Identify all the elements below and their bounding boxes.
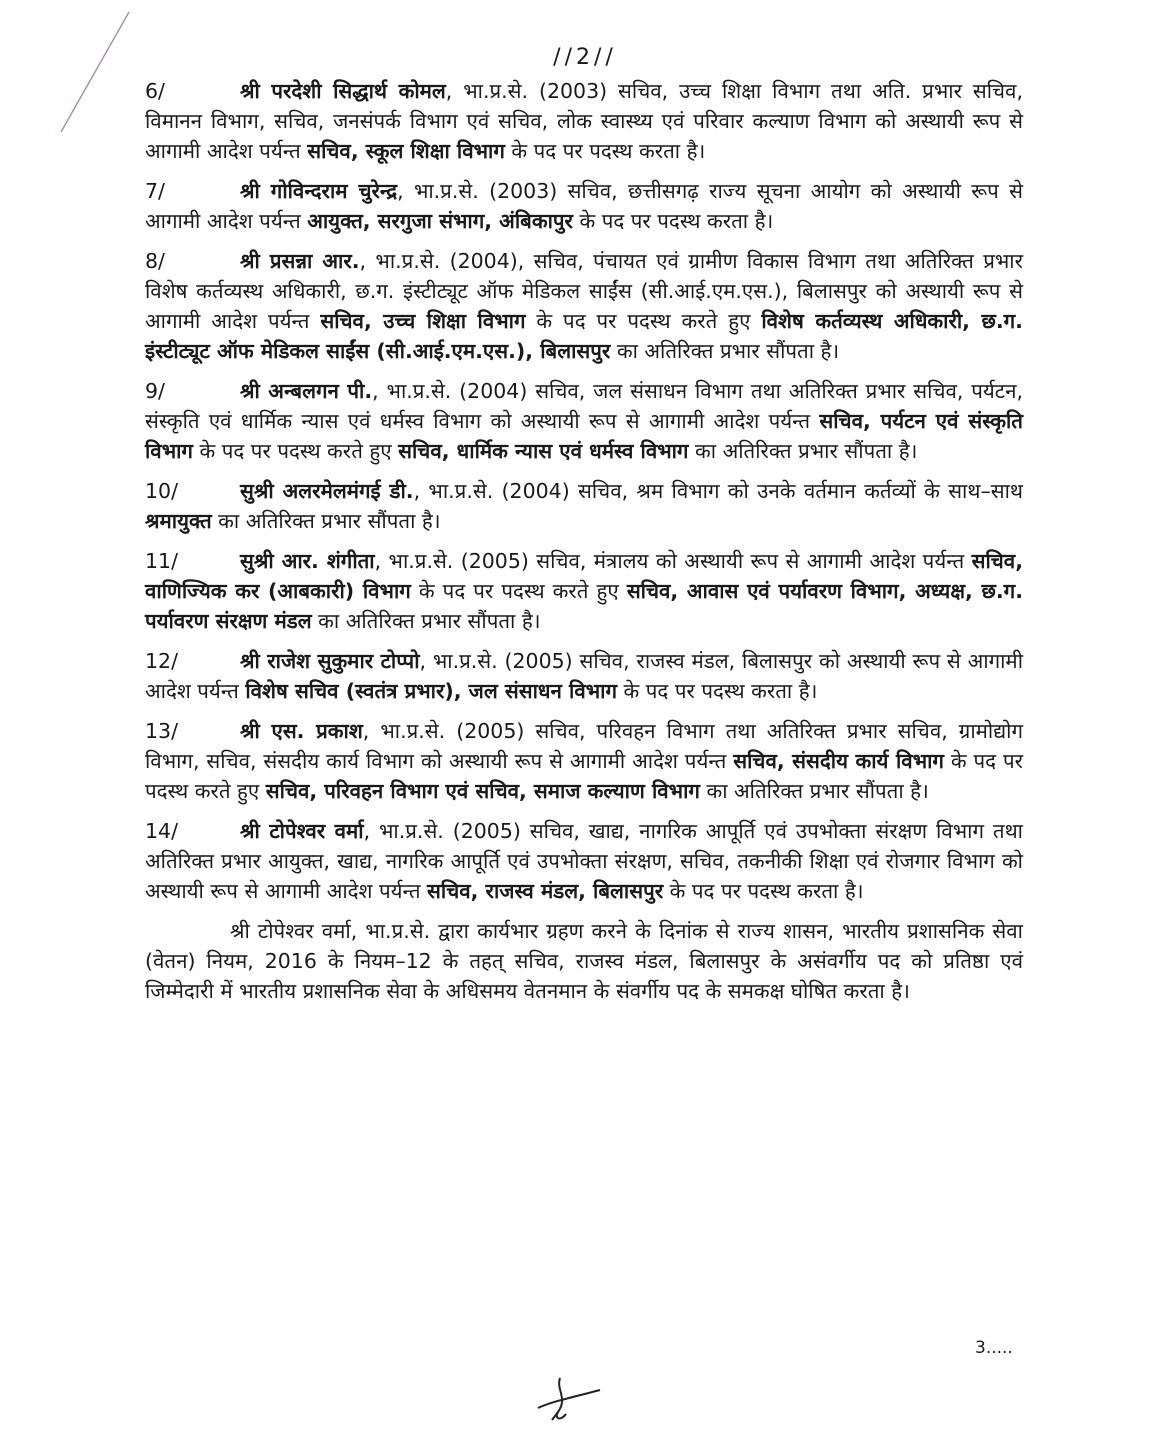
item-text: के पद पर पदस्थ करता है। [663, 879, 864, 903]
item-text: का अतिरिक्त प्रभार सौंपता है। [699, 779, 929, 803]
item-text: के पद पर पदस्थ करता है। [617, 679, 818, 703]
item-text: , भा.प्र.से. (2004) सचिव, श्रम विभाग को उनके वर्तमान कर्तव्यों के साथ–साथ [413, 479, 1023, 503]
emphasized-text: सचिव, पर्यटन एवं संस्कृति विभाग [145, 409, 1023, 463]
emphasized-text: सचिव, आवास एवं पर्यावरण विभाग, अध्यक्ष, छ.ग. पर्यावरण संरक्षण मंडल [145, 579, 1023, 633]
item-number: 6/ [145, 79, 165, 103]
order-item [145, 246, 1023, 366]
item-text: , भा.प्र.से. (2005) सचिव, मंत्रालय को अस्थायी रूप से आगामी आदेश पर्यन्त [374, 549, 972, 573]
item-text: का अतिरिक्त प्रभार सौंपता है। [610, 339, 840, 363]
item-text: के पद पर पदस्थ करता है। [572, 209, 774, 233]
emphasized-text: श्री परदेशी सिद्धार्थ कोमल [240, 79, 446, 103]
item-number: 9/ [145, 379, 165, 403]
order-item [145, 476, 1023, 536]
item-text: के पद पर पदस्थ करते हुए [525, 309, 762, 333]
emphasized-text: आयुक्त, सरगुजा संभाग, अंबिकापुर [307, 209, 573, 233]
item-text: के पद पर पदस्थ करते हुए [145, 749, 1023, 803]
emphasized-text: श्री एस. प्रकाश [240, 719, 363, 743]
emphasized-text: सुश्री आर. शंगीता [240, 549, 375, 573]
item-text: के पद पर पदस्थ करते हुए [192, 439, 399, 463]
order-item [145, 376, 1023, 466]
paragraph-list [145, 76, 1023, 906]
emphasized-text: सचिव, संसदीय कार्य विभाग [733, 749, 944, 773]
item-text: , भा.प्र.से. (2003) सचिव, छत्तीसगढ़ राज्य सूचना आयोग को अस्थायी रूप से आगामी आदेश पर्यन्त [145, 179, 1023, 233]
item-number: 11/ [145, 549, 178, 573]
item-text: , भा.प्र.से. (2003) सचिव, उच्च शिक्षा विभाग तथा अति. प्रभार सचिव, विमानन विभाग, सचिव, जनसंपर्क विभाग एवं सचिव, लोक स्वास्थ्य एवं परिवार कल्याण विभाग को अस्थायी रूप से आगामी आदेश पर्यन्त [145, 79, 1023, 163]
pay-scale-note: श्री टोपेश्वर वर्मा, भा.प्र.से. द्वारा कार्यभार ग्रहण करने के दिनांक से राज्य शासन, भारतीय प्रशासनिक सेवा (वेतन) नियम, 2016 के नियम–12 के तहत् सचिव, राजस्व मंडल, बिलासपुर के असंवर्गीय पद को प्रतिष्ठा एवं जिम्मेदारी में भारतीय प्रशासनिक सेवा के अधिसमय वेतनमान के संवर्गीय पद के समकक्ष घोषित करता है। [145, 919, 1023, 1003]
order-item [145, 716, 1023, 806]
item-text: का अतिरिक्त प्रभार सौंपता है। [211, 509, 441, 533]
item-number: 8/ [145, 249, 165, 273]
emphasized-text: सचिव, उच्च शिक्षा विभाग [320, 309, 526, 333]
emphasized-text: विशेष सचिव (स्वतंत्र प्रभार), जल संसाधन विभाग [245, 679, 618, 703]
item-number: 10/ [145, 479, 178, 503]
order-body [145, 76, 1023, 1016]
emphasized-text: सचिव, स्कूल शिक्षा विभाग [307, 139, 505, 163]
emphasized-text: सुश्री अलरमेलमंगई डी. [240, 479, 414, 503]
order-item [145, 816, 1023, 906]
emphasized-text: विशेष कर्तव्यस्थ अधिकारी, छ.ग. इंस्टीट्यूट ऑफ मेडिकल साईंस (सी.आई.एम.एस.), बिलासपुर [145, 309, 1023, 363]
order-item [145, 546, 1023, 636]
item-text: , भा.प्र.से. (2004), सचिव, पंचायत एवं ग्रामीण विकास विभाग तथा अतिरिक्त प्रभार विशेष कर्तव्यस्थ अधिकारी, छ.ग. इंस्टीट्यूट ऑफ मेडिकल साईंस (सी.आई.एम.एस.), बिलासपुर को अस्थायी रूप से आगामी आदेश पर्यन्त [145, 249, 1023, 333]
emphasized-text: श्री प्रसन्ना आर. [240, 249, 360, 273]
emphasized-text: सचिव, वाणिज्यिक कर (आबकारी) विभाग [145, 549, 1023, 603]
item-number: 12/ [145, 649, 178, 673]
item-text: के पद पर पदस्थ करता है। [504, 139, 706, 163]
page-number: //2// [553, 45, 617, 70]
signature-mark [530, 1368, 610, 1428]
emphasized-text: श्री टोपेश्वर वर्मा [240, 819, 364, 843]
item-text: , भा.प्र.से. (2004) सचिव, जल संसाधन विभाग तथा अतिरिक्त प्रभार सचिव, पर्यटन, संस्कृति एवं धार्मिक न्यास एवं धर्मस्व विभाग को अस्थायी रूप से आगामी आदेश पर्यन्त [145, 379, 1024, 433]
item-number: 14/ [145, 819, 178, 843]
order-item [145, 76, 1023, 166]
emphasized-text: सचिव, धार्मिक न्यास एवं धर्मस्व विभाग [398, 439, 689, 463]
item-text: के पद पर पदस्थ करते हुए [410, 579, 627, 603]
item-text: , भा.प्र.से. (2005) सचिव, परिवहन विभाग तथा अतिरिक्त प्रभार सचिव, ग्रामोद्योग विभाग, सचिव, संसदीय कार्य विभाग को अस्थायी रूप से आगामी आदेश पर्यन्त [145, 719, 1023, 773]
item-number: 13/ [145, 719, 178, 743]
emphasized-text: श्री राजेश सुकुमार टोप्पो [240, 649, 420, 673]
order-item [145, 176, 1023, 236]
order-item [145, 646, 1023, 706]
emphasized-text: श्री गोविन्दराम चुरेन्द्र [240, 179, 398, 203]
emphasized-text: सचिव, राजस्व मंडल, बिलासपुर [427, 879, 664, 903]
emphasized-text: श्रमायुक्त [145, 509, 212, 533]
pen-stroke-mark [55, 8, 135, 138]
emphasized-text: श्री अन्बलगन पी. [240, 379, 373, 403]
emphasized-text: सचिव, परिवहन विभाग एवं सचिव, समाज कल्याण विभाग [265, 779, 700, 803]
item-text: का अतिरिक्त प्रभार सौंपता है। [688, 439, 918, 463]
item-text: , भा.प्र.से. (2005) सचिव, राजस्व मंडल, बिलासपुर को अस्थायी रूप से आगामी आदेश पर्यन्त [145, 649, 1023, 703]
item-text: का अतिरिक्त प्रभार सौंपता है। [311, 609, 541, 633]
item-text: , भा.प्र.से. (2005) सचिव, खाद्य, नागरिक आपूर्ति एवं उपभोक्ता संरक्षण विभाग तथा अतिरिक्त प्रभार आयुक्त, खाद्य, नागरिक आपूर्ति एवं उपभोक्ता संरक्षण, सचिव, तकनीकी शिक्षा एवं रोजगार विभाग को अस्थायी रूप से आगामी आदेश पर्यन्त [145, 819, 1023, 903]
continuation-marker: 3..... [975, 1338, 1013, 1358]
item-number: 7/ [145, 179, 165, 203]
